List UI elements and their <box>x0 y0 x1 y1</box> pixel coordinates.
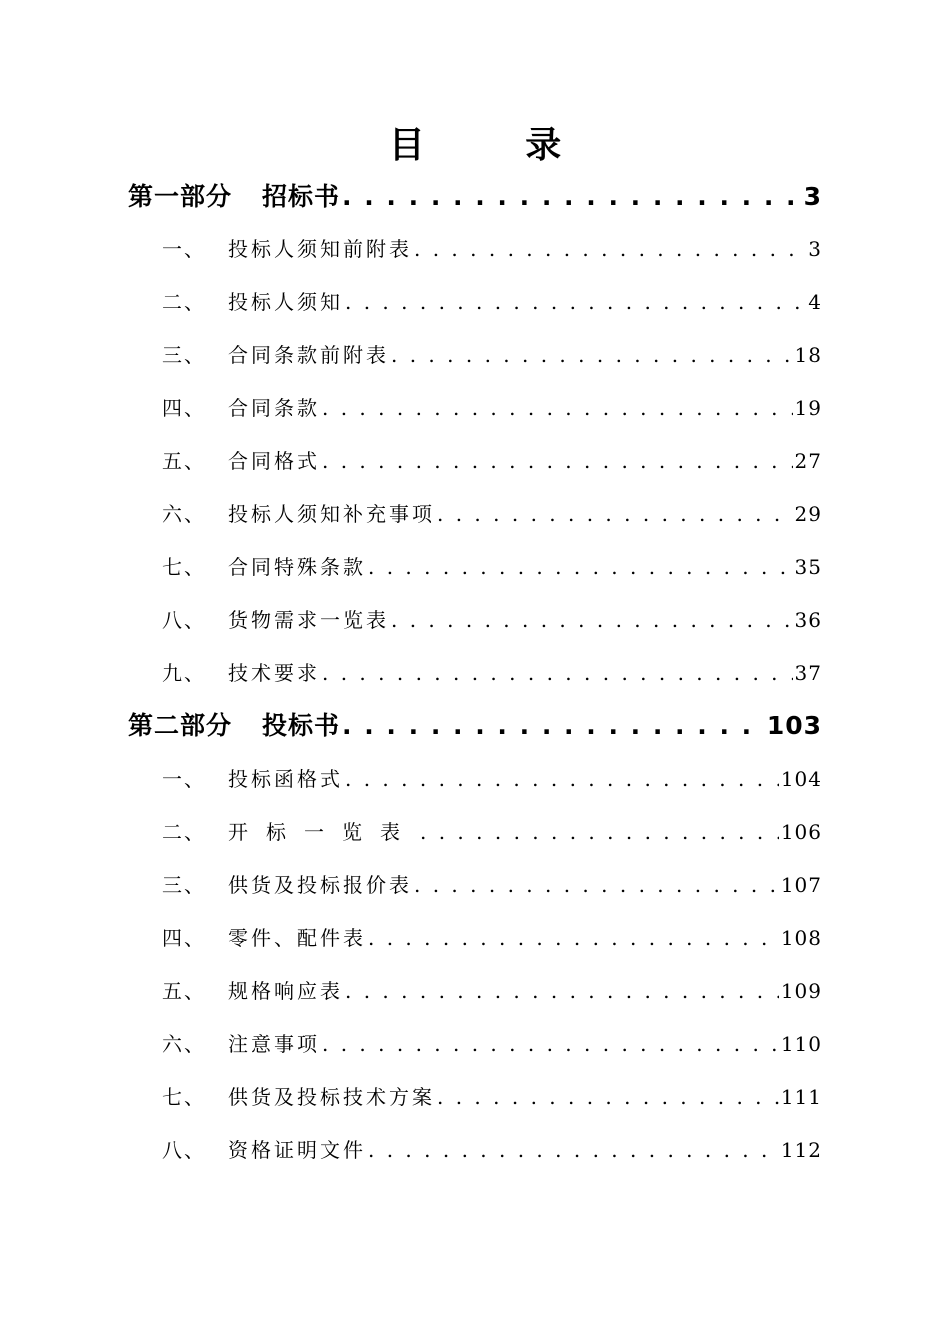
entry-title: 合同特殊条款 <box>228 555 366 579</box>
page-number: 18 <box>794 343 822 367</box>
toc-entry[interactable] <box>162 391 822 425</box>
entry-number: 四、 <box>162 926 206 950</box>
entry-title: 资格证明文件 <box>228 1138 366 1162</box>
part-label: 第一部分 <box>128 182 233 211</box>
entry-title: 投标函格式 <box>228 767 343 791</box>
entry-number: 五、 <box>162 979 206 1003</box>
page-number: 109 <box>780 979 822 1003</box>
dot-leader <box>322 391 793 425</box>
dot-leader <box>368 921 779 955</box>
entry-number: 三、 <box>162 873 206 897</box>
dot-leader <box>437 1080 779 1114</box>
dot-leader <box>420 815 779 849</box>
entry-number: 一、 <box>162 767 206 791</box>
entry-title: 合同格式 <box>228 449 320 473</box>
page-number: 3 <box>803 182 822 211</box>
entry-title: 投标人须知补充事项 <box>228 502 435 526</box>
part-title: 投标书 <box>262 711 341 740</box>
page-number: 3 <box>808 237 822 261</box>
toc-entry[interactable] <box>162 1027 822 1061</box>
dot-leader <box>368 1133 779 1167</box>
toc-entry[interactable] <box>162 656 822 690</box>
page-number: 106 <box>780 820 822 844</box>
toc-entry[interactable] <box>162 815 822 849</box>
dot-leader <box>391 603 793 637</box>
part-title: 招标书 <box>262 182 341 211</box>
dot-leader <box>322 1027 779 1061</box>
toc-entry[interactable] <box>162 974 822 1008</box>
dot-leader <box>414 868 779 902</box>
toc-entry[interactable] <box>162 232 822 266</box>
page-title: 目 录 <box>388 125 606 166</box>
entry-title: 投标人须知前附表 <box>228 237 412 261</box>
dot-leader <box>322 656 793 690</box>
entry-number: 八、 <box>162 1138 206 1162</box>
page-number: 110 <box>780 1032 822 1056</box>
toc-entry[interactable] <box>162 1080 822 1114</box>
toc-entry[interactable] <box>162 285 822 319</box>
page-number: 29 <box>794 502 822 526</box>
entry-number: 六、 <box>162 502 206 526</box>
entry-title: 规格响应表 <box>228 979 343 1003</box>
page-number: 27 <box>794 449 822 473</box>
entry-number: 八、 <box>162 608 206 632</box>
dot-leader <box>345 285 806 319</box>
page-number: 103 <box>766 711 822 740</box>
page-number: 104 <box>780 767 822 791</box>
page-number: 35 <box>794 555 822 579</box>
page-number: 37 <box>794 661 822 685</box>
entry-title: 供货及投标技术方案 <box>228 1085 435 1109</box>
dot-leader <box>345 762 779 796</box>
entry-number: 二、 <box>162 820 206 844</box>
dot-leader <box>322 444 793 478</box>
page-number: 19 <box>794 396 822 420</box>
entry-title: 合同条款 <box>228 396 320 420</box>
toc-part-1[interactable] <box>128 177 822 217</box>
page-number: 36 <box>794 608 822 632</box>
toc-entry[interactable] <box>162 762 822 796</box>
toc-entry[interactable] <box>162 921 822 955</box>
entry-title: 零件、配件表 <box>228 926 366 950</box>
toc-entry[interactable] <box>162 1133 822 1167</box>
toc-entry[interactable] <box>162 603 822 637</box>
toc-entry[interactable] <box>162 868 822 902</box>
entry-number: 二、 <box>162 290 206 314</box>
toc-part-2[interactable] <box>128 706 822 746</box>
dot-leader <box>342 177 802 217</box>
entry-number: 三、 <box>162 343 206 367</box>
entry-number: 五、 <box>162 449 206 473</box>
page-number: 112 <box>780 1138 822 1162</box>
dot-leader <box>342 706 765 746</box>
page-number: 4 <box>808 290 822 314</box>
entry-number: 六、 <box>162 1032 206 1056</box>
dot-leader <box>391 338 793 372</box>
dot-leader <box>368 550 793 584</box>
toc-entry[interactable] <box>162 444 822 478</box>
dot-leader <box>437 497 793 531</box>
entry-number: 四、 <box>162 396 206 420</box>
entry-title: 注意事项 <box>228 1032 320 1056</box>
entry-number: 七、 <box>162 555 206 579</box>
page-number: 108 <box>780 926 822 950</box>
entry-number: 九、 <box>162 661 206 685</box>
entry-title: 合同条款前附表 <box>228 343 389 367</box>
toc-entry[interactable] <box>162 497 822 531</box>
entry-number: 七、 <box>162 1085 206 1109</box>
dot-leader <box>414 232 806 266</box>
toc-entry[interactable] <box>162 338 822 372</box>
entry-title: 开标一览表 <box>228 820 418 844</box>
part-label: 第二部分 <box>128 711 233 740</box>
page-number: 107 <box>780 873 822 897</box>
toc-entry[interactable] <box>162 550 822 584</box>
entry-title: 货物需求一览表 <box>228 608 389 632</box>
entry-number: 一、 <box>162 237 206 261</box>
entry-title: 投标人须知 <box>228 290 343 314</box>
entry-title: 技术要求 <box>228 661 320 685</box>
entry-title: 供货及投标报价表 <box>228 873 412 897</box>
dot-leader <box>345 974 779 1008</box>
page-number: 111 <box>780 1085 822 1109</box>
